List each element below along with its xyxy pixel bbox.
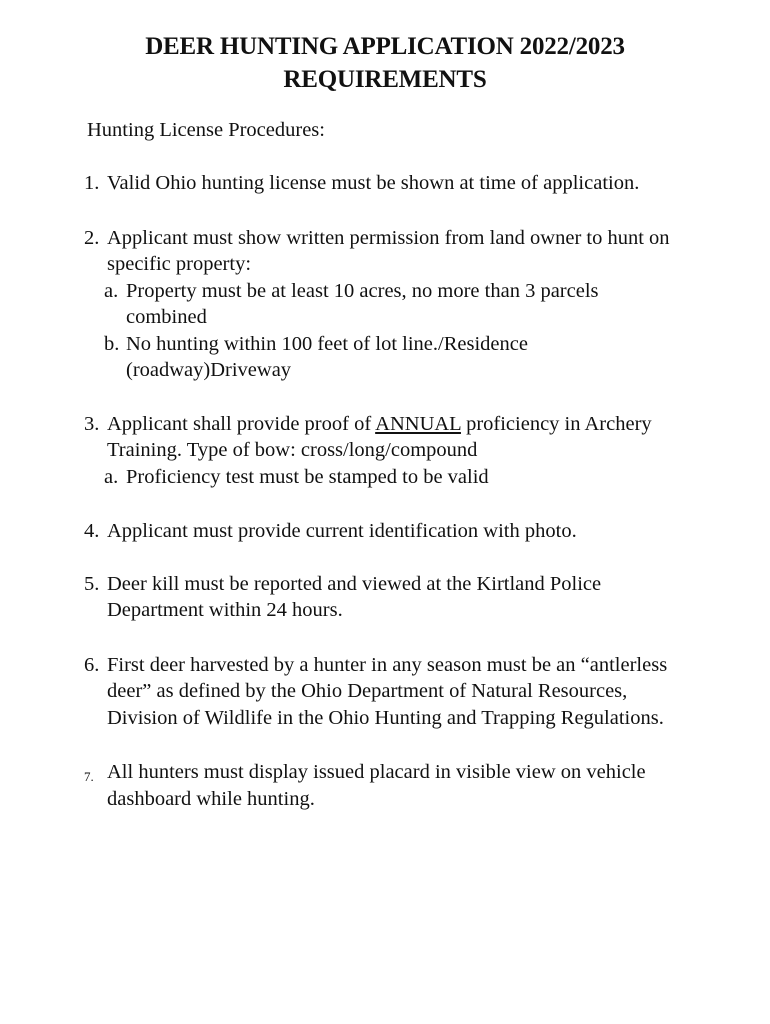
sub-item-label: a. [104,280,119,302]
document-title-line-1: DEER HUNTING APPLICATION 2022/2023 [145,33,625,60]
item-text-line: Department within 24 hours. [107,599,343,621]
item-text-part: proficiency in Archery [460,413,652,435]
item-text-line: Applicant must show written permission from land owner to hunt on [107,227,670,249]
item-text-line: Division of Wildlife in the Ohio Hunting and Trapping Regulations. [107,707,664,729]
item-text-line: First deer harvested by a hunter in any season must be an “antlerless [107,654,668,676]
item-text-part: Applicant shall provide proof of [107,413,376,435]
sub-item-text-line: combined [126,306,207,328]
intro-heading: Hunting License Procedures: [87,119,325,141]
item-number: 6. [84,654,100,676]
sub-item-label: a. [104,466,119,488]
item-text-line: All hunters must display issued placard in visible view on vehicle [107,761,646,783]
item-text-line: Applicant must provide current identification with photo. [107,520,577,542]
item-number: 7. [84,769,94,784]
sub-item-text-line: (roadway)Driveway [126,359,292,381]
item-number: 5. [84,573,100,595]
annual-emphasis: ANNUAL [375,413,461,435]
sub-item-text-line: Property must be at least 10 acres, no more than 3 parcels [126,280,599,302]
sub-item-text-line: No hunting within 100 feet of lot line./Residence [126,333,528,355]
item-text-line: Deer kill must be reported and viewed at the Kirtland Police [107,573,602,595]
item-text-line: Training. Type of bow: cross/long/compound [107,439,478,461]
item-number: 4. [84,520,100,542]
sub-item-label: b. [104,333,120,355]
item-text-line: specific property: [107,253,252,275]
item-text-line: Valid Ohio hunting license must be shown at time of application. [107,172,640,194]
item-text-line [107,411,652,437]
item-number: 2. [84,227,100,249]
document-title-line-2: REQUIREMENTS [283,66,487,93]
item-number: 3. [84,413,100,435]
item-text-line: dashboard while hunting. [107,788,315,810]
item-number: 1. [84,172,100,194]
sub-item-text-line: Proficiency test must be stamped to be valid [126,466,489,488]
item-text-line: deer” as defined by the Ohio Department of Natural Resources, [107,680,628,702]
